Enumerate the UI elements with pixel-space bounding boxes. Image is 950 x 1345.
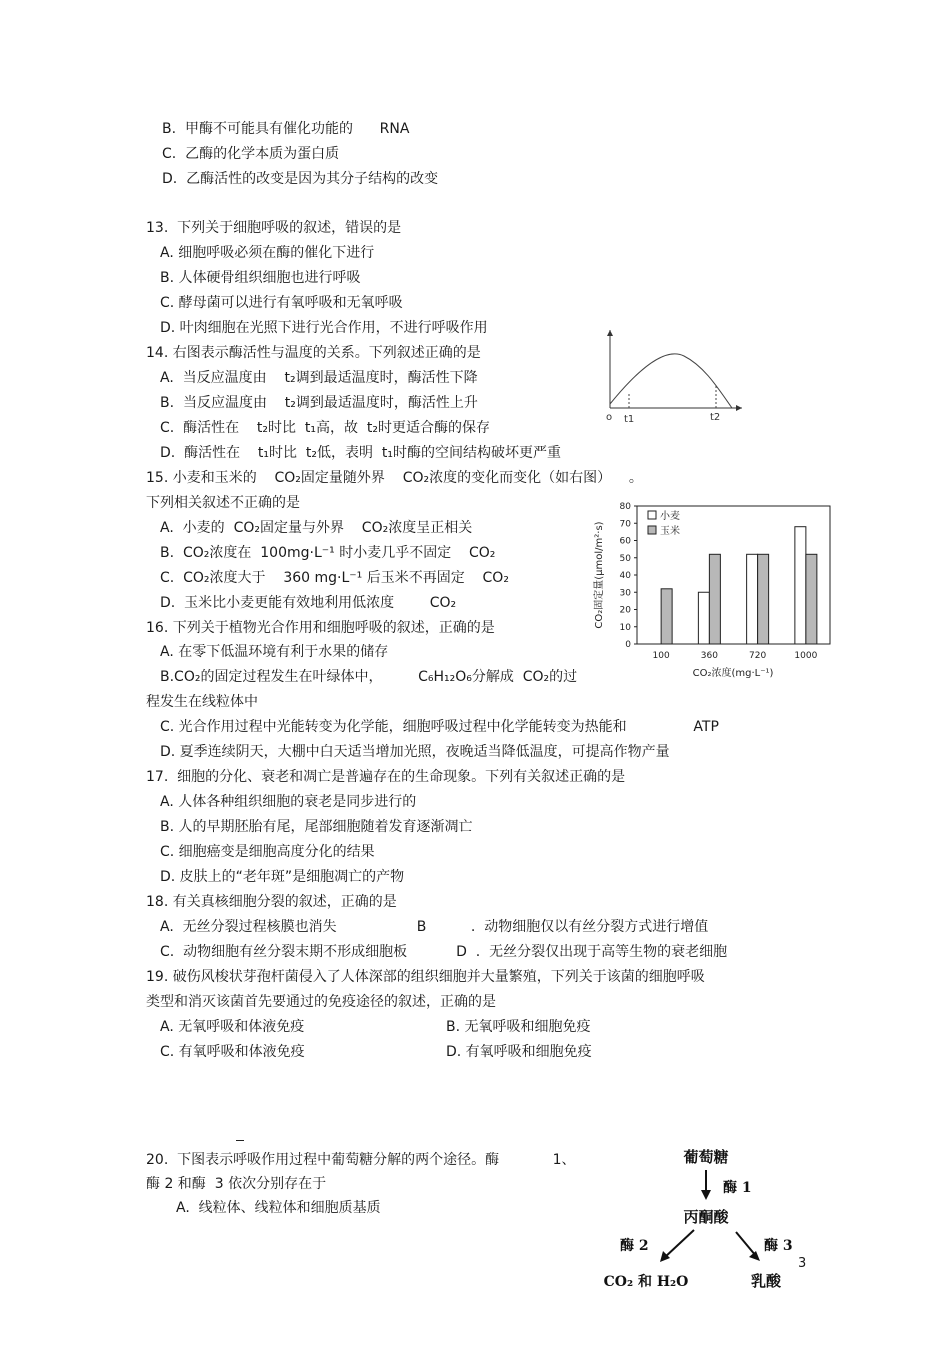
q12-option-b: B. 甲酶不可能具有催化功能的 RNA	[162, 121, 410, 137]
activity-curve	[610, 354, 732, 408]
co2-fixation-bar-chart	[590, 496, 840, 686]
y-axis-label: CO₂固定量(μmol/m²·s)	[594, 521, 605, 629]
enzyme3-label: 酶 3	[764, 1238, 793, 1254]
stray-mark	[236, 1140, 244, 1141]
bar-corn	[661, 589, 672, 644]
y-axis-arrow	[607, 330, 613, 336]
bar-wheat	[698, 592, 709, 644]
legend-swatch-corn	[648, 526, 656, 534]
y-tick-label: 50	[619, 553, 631, 564]
y-tick-label: 80	[619, 502, 631, 512]
q14-option-c: C. 酶活性在 t₂时比 t₁高，故 t₂时更适合酶的保存	[160, 420, 491, 436]
q15-stem-cont: 下列相关叙述不正确的是	[146, 495, 300, 511]
q18-option-ab: A. 无丝分裂过程核膜也消失 B . 动物细胞仅以有丝分裂方式进行增值	[160, 919, 709, 935]
q19-option-b: B. 无氧呼吸和细胞免疫	[446, 1019, 591, 1035]
q19-stem-cont: 类型和消灭该菌首先要通过的免疫途径的叙述，正确的是	[146, 994, 496, 1010]
q13-stem: 13. 下列关于细胞呼吸的叙述，错误的是	[146, 220, 402, 236]
q14-stem: 14. 右图表示酶活性与温度的关系。下列叙述正确的是	[146, 345, 481, 361]
y-tick-label: 60	[619, 536, 631, 547]
arrowhead-3	[749, 1251, 760, 1261]
bar-corn	[709, 554, 720, 644]
y-tick-label: 30	[619, 588, 631, 599]
q16-option-d: D. 夏季连续阴天，大棚中白天适当增加光照，夜晚适当降低温度，可提高作物产量	[160, 744, 670, 760]
q17-option-c: C. 细胞癌变是细胞高度分化的结果	[160, 844, 375, 860]
q14-option-d: D. 酶活性在 t₁时比 t₂低，表明 t₁时酶的空间结构破坏更严重	[160, 445, 562, 461]
x-axis-label: CO₂浓度(mg·L⁻¹)	[692, 668, 774, 679]
q15-option-d: D. 玉米比小麦更能有效地利用低浓度 CO₂	[160, 595, 457, 611]
legend-label-corn: 玉米	[660, 526, 680, 537]
q14-option-b: B. 当反应温度由 t₂调到最适温度时，酶活性上升	[160, 395, 478, 411]
q13-option-d: D. 叶肉细胞在光照下进行光合作用，不进行呼吸作用	[160, 320, 488, 336]
bar-wheat	[795, 527, 806, 644]
y-tick-label: 40	[619, 571, 631, 581]
q13-option-a: A. 细胞呼吸必须在酶的催化下进行	[160, 245, 375, 261]
origin-label: o	[606, 412, 613, 423]
q17-option-d: D. 皮肤上的“老年斑”是细胞凋亡的产物	[160, 869, 405, 885]
q14-option-a: A. 当反应温度由 t₂调到最适温度时，酶活性下降	[160, 370, 478, 386]
arrow-pyruvate-lactate	[736, 1232, 756, 1256]
x-tick-label: 1000	[794, 651, 818, 661]
page-number: 3	[798, 1256, 807, 1271]
enzyme-activity-curve-figure	[596, 326, 746, 426]
q17-option-b: B. 人的早期胚胎有尾，尾部细胞随着发育逐渐凋亡	[160, 819, 473, 835]
q15-option-c: C. CO₂浓度大于 360 mg·L⁻¹ 后玉米不再固定 CO₂	[160, 570, 509, 586]
q18-option-cd: C. 动物细胞有丝分裂末期不形成细胞板 D . 无丝分裂仅出现于高等生物的衰老细胞	[160, 944, 728, 960]
q20-option-a: A. 线粒体、线粒体和细胞质基质	[176, 1200, 381, 1216]
q15-option-b: B. CO₂浓度在 100mg·L⁻¹ 时小麦几乎不固定 CO₂	[160, 545, 496, 561]
y-tick-label: 10	[619, 622, 631, 633]
q17-stem: 17. 细胞的分化、衰老和凋亡是普遍存在的生命现象。下列有关叙述正确的是	[146, 769, 626, 785]
q16-option-a: A. 在零下低温环境有利于水果的储存	[160, 644, 389, 660]
x-tick-label: 360	[700, 651, 718, 661]
q16-option-b: B.CO₂的固定过程发生在叶绿体中， C₆H₁₂O₆分解成 CO₂的过	[160, 669, 578, 685]
lactate-label: 乳酸	[750, 1272, 782, 1290]
q12-option-d: D. 乙酶活性的改变是因为其分子结构的改变	[162, 171, 439, 187]
x-tick-label: 100	[652, 651, 670, 661]
q16-option-b-cont: 程发生在线粒体中	[146, 694, 258, 710]
co2-h2o-label: CO₂ 和 H₂O	[603, 1274, 689, 1290]
q15-option-a: A. 小麦的 CO₂固定量与外界 CO₂浓度呈正相关	[160, 520, 473, 536]
legend-swatch-wheat	[648, 511, 656, 519]
q19-option-c: C. 有氧呼吸和体液免疫	[160, 1044, 305, 1060]
q16-option-c: C. 光合作用过程中光能转变为化学能，细胞呼吸过程中化学能转变为热能和 ATP	[160, 719, 719, 735]
y-tick-label: 70	[619, 519, 631, 530]
q19-option-a: A. 无氧呼吸和体液免疫	[160, 1019, 305, 1035]
q13-option-c: C. 酵母菌可以进行有氧呼吸和无氧呼吸	[160, 295, 403, 311]
q17-option-a: A. 人体各种组织细胞的衰老是同步进行的	[160, 794, 417, 810]
arrow-pyruvate-aerobic	[664, 1230, 694, 1258]
legend-label-wheat: 小麦	[660, 511, 680, 522]
y-tick-label: 20	[619, 605, 631, 616]
q19-option-d: D. 有氧呼吸和细胞免疫	[446, 1044, 592, 1060]
q13-option-b: B. 人体硬骨组织细胞也进行呼吸	[160, 270, 361, 286]
q15-stem: 15. 小麦和玉米的 CO₂固定量随外界 CO₂浓度的变化而变化（如右图） 。	[146, 470, 643, 486]
t1-label: t1	[624, 414, 635, 425]
y-tick-label: 0	[625, 640, 631, 650]
q20-stem: 20. 下图表示呼吸作用过程中葡萄糖分解的两个途径。酶 1、	[146, 1152, 576, 1168]
t2-label: t2	[710, 412, 721, 423]
q12-option-c: C. 乙酶的化学本质为蛋白质	[162, 146, 340, 162]
bar-corn	[758, 554, 769, 644]
bar-wheat	[747, 554, 758, 644]
glucose-label: 葡萄糖	[683, 1148, 729, 1166]
arrowhead-1	[701, 1190, 711, 1200]
bar-corn	[806, 554, 817, 644]
q20-stem-cont: 酶 2 和酶 3 依次分别存在于	[146, 1176, 327, 1192]
glucose-pathway-diagram	[596, 1140, 796, 1295]
enzyme2-label: 酶 2	[620, 1238, 649, 1254]
enzyme1-label: 酶 1	[723, 1180, 752, 1196]
x-tick-label: 720	[749, 651, 767, 661]
x-axis-arrow	[736, 405, 742, 411]
q18-stem: 18. 有关真核细胞分裂的叙述，正确的是	[146, 894, 397, 910]
q16-stem: 16. 下列关于植物光合作用和细胞呼吸的叙述，正确的是	[146, 620, 495, 636]
pyruvate-label: 丙酮酸	[683, 1208, 729, 1226]
q19-stem: 19. 破伤风梭状芽孢杆菌侵入了人体深部的组织细胞并大量繁殖，下列关于该菌的细胞呼吸	[146, 969, 705, 985]
